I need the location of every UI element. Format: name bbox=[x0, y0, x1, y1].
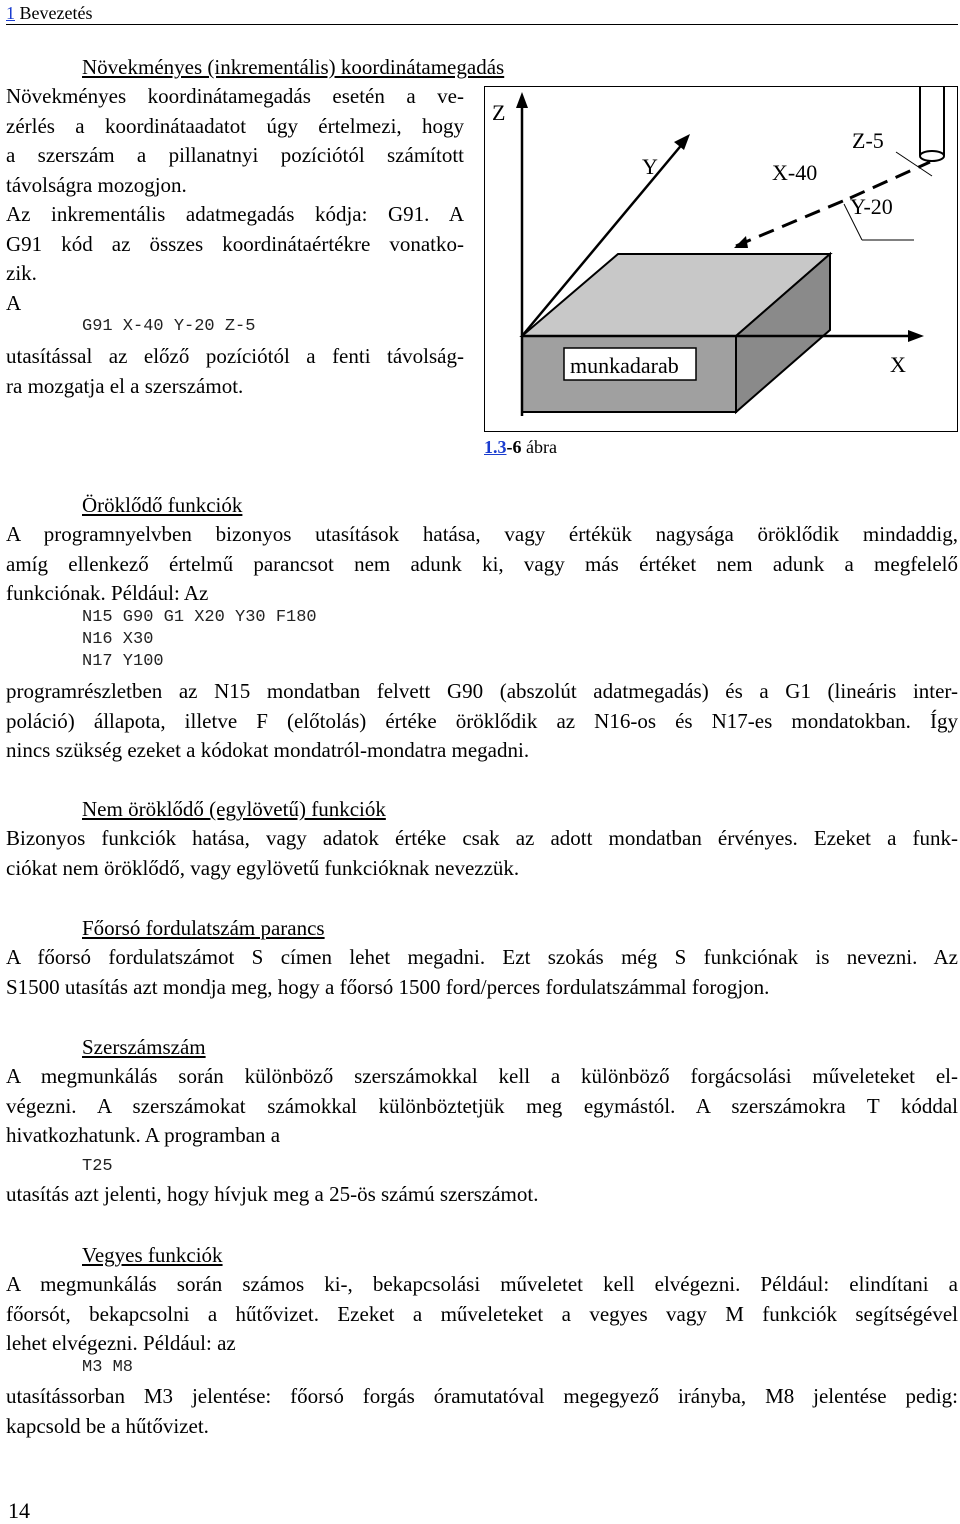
inherited-paragraph bbox=[6, 520, 958, 609]
text-line: hivatkozhatunk. A programban a bbox=[6, 1123, 281, 1147]
incremental-paragraph bbox=[6, 82, 464, 318]
text-line: végezni. A szerszámokat számokkal különböztetjük meg egymástól. A szerszámokra T kóddal bbox=[6, 1093, 958, 1118]
section-heading-misc: Vegyes funkciók bbox=[82, 1243, 223, 1267]
text-line: A bbox=[6, 290, 22, 315]
text-line: főorsót, bekapcsolni a hűtővizet. Ezeket a műveleteket a vegyes vagy M funkciók segítségével bbox=[6, 1301, 958, 1326]
text-line: utasítássorban M3 jelentése: főorsó forgás óramutatóval megegyező irányba, M8 jelentése pedig: bbox=[6, 1384, 958, 1408]
misc-paragraph bbox=[6, 1270, 958, 1359]
text-line: A főorsó fordulatszámot S címen lehet megadni. Ezt szokás még S funkciónak is nevezni. Az bbox=[6, 945, 958, 969]
code-g91: G91 X-40 Y-20 Z-5 bbox=[82, 317, 256, 336]
text-line: ra mozgatja el a szerszámot. bbox=[6, 373, 244, 398]
label-y20: Y-20 bbox=[850, 194, 893, 219]
header-divider bbox=[6, 24, 958, 25]
code-m3-m8: M3 M8 bbox=[82, 1358, 134, 1377]
text-line: A megmunkálás során számos ki-, bekapcsolási műveletet kell elvégezni. Például: elindítani a bbox=[6, 1272, 958, 1296]
section-heading-incremental: Növekményes (inkrementális) koordinátamegadás bbox=[82, 55, 505, 79]
figure-caption-number[interactable]: 1.3 bbox=[484, 437, 507, 457]
code-n15: N15 G90 G1 X20 Y30 F180 bbox=[82, 608, 317, 627]
tool-tip bbox=[920, 151, 944, 161]
figure-coordinates bbox=[484, 86, 958, 432]
text-line: G91 kód az összes koordinátaértékre vonatko- bbox=[6, 231, 464, 256]
section-heading-noninherited: Nem öröklődő (egylövetű) funkciók bbox=[82, 797, 386, 821]
text-line: kapcsold be a hűtővizet. bbox=[6, 1413, 209, 1438]
text-line: S1500 utasítás azt mondja meg, hogy a főorsó 1500 ford/perces fordulatszámmal forogjon. bbox=[6, 974, 770, 999]
text-line: A megmunkálás során különböző szerszámokkal kell a különböző forgácsolási műveleteket el- bbox=[6, 1064, 958, 1088]
code-n16: N16 X30 bbox=[82, 630, 154, 649]
spindle-paragraph bbox=[6, 943, 958, 1002]
chapter-title: Bevezetés bbox=[19, 3, 93, 23]
code-n17: N17 Y100 bbox=[82, 652, 164, 671]
inherited-paragraph-after bbox=[6, 677, 958, 766]
text-line: amíg ellenkező értelmű parancsot nem adunk ki, vagy más értéket nem adunk a megfelelő bbox=[6, 551, 958, 576]
page-number: 14 bbox=[8, 1498, 30, 1523]
text-line: utasítással az előző pozíciótól a fenti távolság- bbox=[6, 344, 464, 368]
running-header bbox=[6, 2, 92, 24]
text-line: ciókat nem öröklődő, vagy egylövetű funkcióknak nevezzük. bbox=[6, 855, 520, 880]
workpiece-label: munkadarab bbox=[570, 353, 679, 378]
text-line: Bizonyos funkciók hatása, vagy adatok értéke csak az adott mondatban érvényes. Ezeket a funk- bbox=[6, 826, 958, 850]
label-z5: Z-5 bbox=[852, 128, 884, 153]
section-heading-spindle: Főorsó fordulatszám parancs bbox=[82, 916, 325, 940]
tool-paragraph-after bbox=[6, 1180, 958, 1210]
label-x: X bbox=[890, 352, 906, 377]
text-line: A programnyelvben bizonyos utasítások hatása, vagy értékük nagysága öröklődik mindaddig, bbox=[6, 522, 958, 546]
misc-paragraph-after bbox=[6, 1382, 958, 1441]
text-line: zik. bbox=[6, 261, 37, 285]
section-heading-inherited: Öröklődő funkciók bbox=[82, 493, 243, 517]
text-line: lehet elvégezni. Például: az bbox=[6, 1331, 236, 1355]
code-t25: T25 bbox=[82, 1157, 113, 1176]
figure-caption-suffix: -6 bbox=[506, 437, 522, 457]
figure-diagram bbox=[484, 86, 958, 432]
label-x40: X-40 bbox=[772, 160, 818, 185]
text-line: zérlés a koordinátaadatot úgy értelmezi, hogy bbox=[6, 113, 464, 138]
figure-caption-text: ábra bbox=[521, 437, 557, 457]
text-line: nincs szükség ezeket a kódokat mondatról-mondatra megadni. bbox=[6, 738, 530, 762]
text-line: Növekményes koordinátamegadás esetén a ve- bbox=[6, 84, 464, 108]
noninherited-paragraph bbox=[6, 824, 958, 883]
label-z: Z bbox=[492, 100, 506, 125]
text-line: funkciónak. Például: Az bbox=[6, 581, 209, 605]
text-line: Az inkrementális adatmegadás kódja: G91. A bbox=[6, 202, 464, 226]
section-heading-tool: Szerszámszám bbox=[82, 1035, 206, 1059]
tool-paragraph bbox=[6, 1062, 958, 1151]
chapter-number-link[interactable]: 1 bbox=[6, 3, 15, 23]
text-line: programrészletben az N15 mondatban felvett G90 (abszolút adatmegadás) és a G1 (lineáris inter- bbox=[6, 679, 958, 703]
figure-caption bbox=[484, 437, 557, 458]
text-line: utasítás azt jelenti, hogy hívjuk meg a 25-ös számú szerszámot. bbox=[6, 1182, 539, 1206]
text-line: a szerszám a pillanatnyi pozíciótól számított bbox=[6, 143, 464, 167]
incremental-paragraph-after bbox=[6, 342, 464, 401]
text-line: távolságra mozogjon. bbox=[6, 172, 187, 197]
label-y: Y bbox=[642, 154, 658, 179]
text-line: poláció) állapota, illetve F (előtolás) értéke öröklődik az N16-os és N17-es mondatokban. Így bbox=[6, 708, 958, 733]
